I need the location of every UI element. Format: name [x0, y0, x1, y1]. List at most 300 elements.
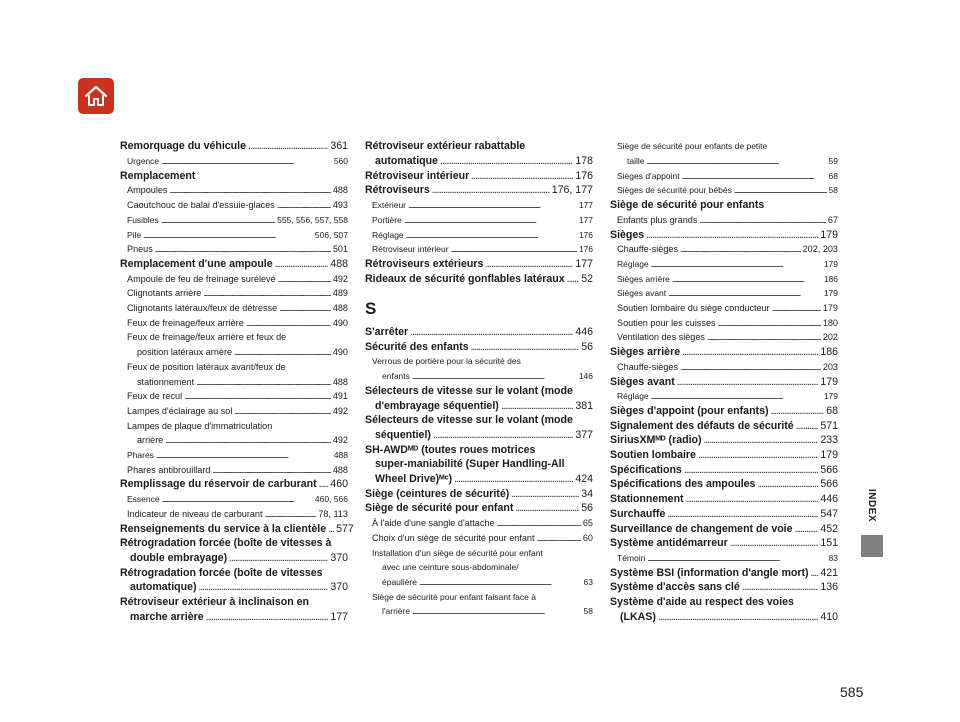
- index-entry-text: Réglage: [617, 391, 649, 402]
- index-page-ref[interactable]: 493: [332, 200, 348, 211]
- index-entry[interactable]: [610, 581, 838, 594]
- index-entry-text-continued: avec une ceinture sous-abdominale/: [382, 562, 519, 573]
- index-page-ref[interactable]: 488: [333, 450, 348, 461]
- dot-leader: [667, 508, 818, 521]
- index-page-ref[interactable]: 460: [330, 478, 348, 491]
- index-entry-text: Surveillance de changement de voie: [610, 522, 793, 535]
- index-page-ref[interactable]: 202: [822, 332, 838, 343]
- index-entry-text: Essence: [127, 494, 160, 505]
- index-page-ref[interactable]: 577: [336, 522, 354, 535]
- dot-leader: [277, 199, 331, 212]
- index-entry[interactable]: [610, 361, 838, 374]
- dot-leader: [279, 302, 331, 315]
- index-entry[interactable]: [610, 376, 838, 389]
- index-entry[interactable]: [610, 552, 838, 565]
- index-entry-text: Soutien lombaire du siège conducteur: [617, 303, 770, 314]
- index-entry[interactable]: [610, 464, 838, 477]
- index-entry-text: Phares: [127, 450, 154, 461]
- dot-leader: [677, 376, 819, 389]
- index-page-ref[interactable]: 176, 177: [551, 184, 593, 197]
- index-entry[interactable]: [365, 243, 593, 256]
- index-page-ref[interactable]: 446: [820, 493, 838, 506]
- index-page-ref[interactable]: 424: [575, 473, 593, 486]
- index-entry-text: Siège de sécurité pour enfants: [610, 199, 765, 212]
- index-page-ref[interactable]: 566: [820, 478, 838, 491]
- index-entry[interactable]: [120, 493, 348, 506]
- index-entry[interactable]: [610, 140, 838, 168]
- index-entry-text: Siège de sécurité pour enfant faisant face à: [372, 591, 536, 602]
- dot-leader: [647, 552, 826, 565]
- dot-leader: [406, 229, 577, 242]
- index-entry[interactable]: [365, 444, 593, 487]
- index-page-ref[interactable]: 176: [575, 169, 593, 182]
- dot-leader: [646, 229, 818, 242]
- index-entry-text: À l'aide d'une sangle d'attache: [372, 518, 495, 529]
- index-page-ref[interactable]: 377: [575, 428, 593, 441]
- index-page-ref[interactable]: 547: [820, 507, 838, 520]
- index-page-ref[interactable]: 186: [820, 346, 838, 359]
- index-page-ref[interactable]: 452: [820, 522, 838, 535]
- index-entry[interactable]: [610, 493, 838, 506]
- index-entry[interactable]: [120, 140, 348, 153]
- index-page-ref[interactable]: 506, 507: [314, 229, 348, 240]
- index-page-ref[interactable]: 186: [823, 273, 838, 284]
- dot-leader: [651, 258, 822, 271]
- index-side-tab[interactable]: [859, 480, 885, 530]
- index-page-ref[interactable]: 63: [583, 576, 593, 587]
- index-entry-text: Feux de freinage/feux arrière: [127, 317, 244, 328]
- dot-leader: [169, 184, 330, 197]
- index-entry-text: Sélecteurs de vitesse sur le volant (mode: [365, 414, 573, 427]
- index-entry[interactable]: [120, 508, 348, 521]
- index-page-ref[interactable]: 151: [820, 537, 838, 550]
- dot-leader: [718, 317, 821, 330]
- index-tab-label: INDEX: [866, 488, 878, 522]
- index-entry-text: Clignotants arrière: [127, 288, 202, 299]
- index-entry-text: Rétroviseurs: [365, 184, 430, 197]
- index-entry-text: Choix d'un siège de sécurité pour enfant: [372, 532, 535, 543]
- dot-leader: [440, 155, 573, 168]
- index-entry-text: Témoin: [617, 552, 646, 563]
- index-entry-text: Rétroviseur extérieur à inclinaison en: [120, 596, 309, 609]
- index-entry[interactable]: [610, 199, 838, 212]
- index-entry-text: Siège de sécurité pour enfants de petite: [617, 141, 768, 152]
- index-entry[interactable]: [365, 229, 593, 242]
- index-entry[interactable]: [120, 449, 348, 462]
- index-entry-text: Réglage: [617, 258, 649, 269]
- index-entry[interactable]: [120, 229, 348, 242]
- dot-leader: [811, 567, 819, 580]
- index-page-ref[interactable]: 370: [330, 551, 348, 564]
- dot-leader: [511, 488, 579, 501]
- index-entry[interactable]: [610, 287, 838, 300]
- index-entry-text: Sièges avant: [610, 375, 675, 388]
- index-entry[interactable]: [365, 184, 593, 197]
- dot-leader: [680, 361, 821, 374]
- dot-leader: [234, 346, 331, 359]
- index-page-ref[interactable]: 555, 556, 557, 558: [277, 214, 348, 225]
- index-entry[interactable]: [120, 537, 348, 565]
- dot-leader: [686, 493, 819, 506]
- index-entry-text: Remplacement d'une ampoule: [120, 257, 273, 270]
- index-column-2: [365, 139, 593, 619]
- index-entry-text: Sièges de sécurité pour bébés: [617, 185, 732, 196]
- index-page-ref[interactable]: 136: [820, 581, 838, 594]
- index-entry-text: Rétroviseur extérieur rabattable: [365, 140, 526, 153]
- index-entry[interactable]: [610, 317, 838, 330]
- index-letter-heading: S: [365, 299, 377, 319]
- index-entry[interactable]: [365, 547, 593, 590]
- index-page-ref[interactable]: 56: [581, 340, 593, 353]
- index-page-ref[interactable]: 179: [822, 303, 838, 314]
- index-page-ref[interactable]: 34: [581, 487, 593, 500]
- index-entry-text: Système d'accès sans clé: [610, 581, 740, 594]
- index-entry-text: Ampoule de feu de freinage surélevé: [127, 273, 276, 284]
- index-entry[interactable]: [120, 199, 348, 212]
- index-page-ref[interactable]: 58: [583, 606, 593, 617]
- index-entry[interactable]: [365, 532, 593, 545]
- index-entry-text: Sièges: [610, 228, 645, 241]
- dot-leader: [246, 317, 331, 330]
- index-page-ref[interactable]: 491: [332, 391, 348, 402]
- index-entry-text-continued: séquentiel): [375, 428, 431, 441]
- index-page-ref[interactable]: 490: [332, 347, 348, 358]
- dot-leader: [156, 449, 332, 462]
- index-entry[interactable]: [120, 170, 348, 183]
- dot-leader: [248, 140, 328, 153]
- index-entry-text-continued: stationnement: [137, 376, 195, 387]
- index-entry[interactable]: [120, 567, 348, 595]
- index-page-ref[interactable]: 179: [820, 228, 838, 241]
- index-entry[interactable]: [120, 522, 354, 536]
- index-entry[interactable]: [365, 488, 593, 501]
- index-page-ref[interactable]: 370: [330, 581, 348, 594]
- index-page-ref[interactable]: 68: [826, 404, 838, 417]
- index-page-ref[interactable]: 179: [823, 258, 838, 269]
- index-entry-text: Phares antibrouillard: [127, 464, 211, 475]
- index-page-ref[interactable]: 202, 203: [802, 244, 838, 255]
- index-page-ref[interactable]: 489: [332, 288, 348, 299]
- dot-leader: [165, 434, 331, 447]
- index-page-ref[interactable]: 67: [827, 214, 838, 225]
- index-entry-text: Remplissage du réservoir de carburant: [120, 478, 317, 491]
- dot-leader: [161, 214, 275, 227]
- index-entry[interactable]: [120, 420, 348, 448]
- index-page-ref[interactable]: 177: [330, 610, 348, 623]
- dot-leader: [410, 326, 573, 339]
- index-page-ref[interactable]: 488: [330, 257, 348, 270]
- index-entry[interactable]: [120, 287, 348, 300]
- index-page-ref[interactable]: 381: [575, 399, 593, 412]
- index-entry-text: Rideaux de sécurité gonflables latéraux: [365, 272, 565, 285]
- index-entry[interactable]: [120, 478, 348, 491]
- index-entry[interactable]: [365, 199, 593, 212]
- dot-leader: [212, 464, 330, 477]
- dot-leader: [408, 199, 577, 212]
- index-entry-text: Sièges arrière: [617, 273, 670, 284]
- dot-leader: [567, 273, 580, 286]
- index-entry[interactable]: [365, 517, 593, 530]
- index-entry-text: Feux de position latéraux avant/feux de: [127, 361, 286, 372]
- index-page-ref[interactable]: 361: [330, 140, 348, 153]
- index-page-ref[interactable]: 78, 113: [318, 508, 348, 519]
- index-page-ref[interactable]: 83: [828, 552, 838, 563]
- index-entry-text: Ampoules: [127, 185, 168, 196]
- index-page-ref[interactable]: 52: [581, 272, 593, 285]
- index-page-ref[interactable]: 488: [332, 376, 348, 387]
- index-entry[interactable]: [365, 341, 593, 354]
- index-entry[interactable]: [365, 214, 593, 227]
- index-page-ref[interactable]: 492: [332, 435, 348, 446]
- index-entry-text-continued: taille: [627, 156, 645, 166]
- index-entry[interactable]: [120, 258, 348, 271]
- index-page-ref[interactable]: 177: [578, 214, 593, 225]
- index-page-ref[interactable]: 490: [332, 317, 348, 328]
- index-entry[interactable]: [365, 414, 593, 442]
- index-page-ref[interactable]: 492: [332, 273, 348, 284]
- index-page-ref[interactable]: 58: [828, 185, 838, 196]
- dot-leader: [742, 581, 819, 594]
- index-entry-text: Système BSI (information d'angle mort): [610, 566, 809, 579]
- index-page-ref[interactable]: 488: [332, 303, 348, 314]
- index-entry-text: Feux de freinage/feux arrière et feux de: [127, 332, 287, 343]
- index-entry-text: Remplacement: [120, 169, 196, 182]
- index-page-ref[interactable]: 60: [582, 532, 593, 543]
- dot-leader: [515, 502, 579, 515]
- dot-leader: [757, 478, 818, 491]
- index-entry-text: Rétroviseurs extérieurs: [365, 257, 484, 270]
- index-entry-text: Enfants plus grands: [617, 214, 698, 225]
- index-entry[interactable]: [365, 502, 593, 515]
- index-entry-text-continued: enfants: [382, 371, 410, 382]
- index-page-ref[interactable]: 146: [578, 371, 593, 382]
- index-entry-text: Système antidémarreur: [610, 537, 728, 550]
- dot-leader: [672, 273, 822, 286]
- dot-leader: [771, 405, 825, 418]
- index-entry[interactable]: [610, 258, 838, 271]
- index-entry-text: Sièges d'appoint (pour enfants): [610, 404, 769, 417]
- index-entry[interactable]: [610, 302, 838, 315]
- page-number: 585: [840, 684, 864, 700]
- index-page-ref[interactable]: 59: [828, 156, 838, 166]
- index-page-ref[interactable]: 488: [332, 464, 348, 475]
- index-entry-text-continued: automatique): [130, 581, 197, 594]
- dot-leader: [646, 155, 826, 168]
- index-entry[interactable]: [120, 317, 348, 330]
- index-page-ref[interactable]: 560: [333, 156, 348, 166]
- index-page-ref[interactable]: 571: [820, 419, 838, 432]
- dot-leader: [412, 605, 581, 618]
- index-entry[interactable]: [120, 596, 348, 624]
- index-entry[interactable]: [120, 302, 348, 315]
- index-entry-text: Soutien pour les cuisses: [617, 317, 716, 328]
- dot-leader: [404, 214, 577, 227]
- index-entry-text: Spécifications: [610, 463, 682, 476]
- index-page-ref[interactable]: 56: [581, 502, 593, 515]
- index-entry[interactable]: [610, 405, 838, 418]
- index-entry[interactable]: [365, 170, 593, 183]
- dot-leader: [454, 473, 573, 486]
- index-entry-text: SH-AWDᴹᴰ (toutes roues motrices: [365, 443, 536, 456]
- index-column-3: [610, 139, 838, 624]
- index-page-ref[interactable]: 460, 566: [314, 494, 348, 505]
- index-entry[interactable]: [610, 567, 838, 580]
- dot-leader: [206, 611, 329, 624]
- index-page-ref[interactable]: 566: [820, 463, 838, 476]
- index-tab-marker: [861, 535, 883, 557]
- index-page-ref[interactable]: 446: [575, 326, 593, 339]
- index-entry-text: Réglage: [372, 229, 404, 240]
- index-entry-text: Lampes d'éclairage au sol: [127, 405, 233, 416]
- index-entry[interactable]: [120, 273, 348, 286]
- index-page-ref[interactable]: 177: [578, 200, 593, 211]
- index-page-ref[interactable]: 179: [823, 288, 838, 299]
- index-page-ref[interactable]: 179: [820, 375, 838, 388]
- dot-leader: [199, 581, 329, 594]
- index-page-ref[interactable]: 179: [823, 391, 838, 402]
- index-entry[interactable]: [610, 214, 838, 227]
- index-page-ref[interactable]: 410: [820, 610, 838, 623]
- index-entry[interactable]: [610, 508, 838, 521]
- index-entry-text: Siège (ceintures de sécurité): [365, 487, 510, 500]
- index-entry[interactable]: [610, 184, 838, 197]
- index-page-ref[interactable]: 65: [582, 518, 593, 529]
- index-entry-text: Sièges arrière: [610, 346, 681, 359]
- index-entry-text-continued: d'embrayage séquentiel): [375, 399, 499, 412]
- index-page-ref[interactable]: 176: [578, 244, 593, 255]
- index-page-ref[interactable]: 179: [820, 449, 838, 462]
- index-page-ref[interactable]: 68: [828, 170, 838, 181]
- index-page-ref[interactable]: 501: [332, 244, 348, 255]
- index-page-ref[interactable]: 492: [332, 405, 348, 416]
- index-entry-text: Caoutchouc de balai d'essuie-glaces: [127, 200, 275, 211]
- dot-leader: [668, 287, 822, 300]
- dot-leader: [265, 508, 317, 521]
- index-page-ref[interactable]: 180: [822, 317, 838, 328]
- index-entry[interactable]: [365, 385, 593, 413]
- index-entry[interactable]: [120, 361, 348, 389]
- index-entry[interactable]: [120, 184, 348, 197]
- index-entry[interactable]: [610, 170, 838, 183]
- index-entry[interactable]: [610, 243, 838, 256]
- index-entry-text: Fusibles: [127, 214, 159, 225]
- dot-leader: [795, 523, 819, 536]
- index-entry[interactable]: [610, 346, 838, 359]
- index-entry[interactable]: [120, 214, 348, 227]
- index-entry[interactable]: [610, 273, 838, 286]
- index-entry[interactable]: [610, 229, 838, 242]
- index-entry[interactable]: [610, 390, 838, 403]
- index-entry-text: Portière: [372, 214, 402, 225]
- index-entry[interactable]: [365, 258, 593, 271]
- index-entry[interactable]: [365, 140, 593, 168]
- dot-leader: [501, 400, 574, 413]
- dot-leader: [162, 493, 313, 506]
- dot-leader: [419, 576, 582, 589]
- index-entry[interactable]: [365, 326, 593, 339]
- dot-leader: [184, 390, 331, 403]
- index-entry-text: S'arrêter: [365, 326, 409, 339]
- dot-leader: [707, 331, 821, 344]
- index-page-ref[interactable]: 203: [822, 361, 838, 372]
- index-entry[interactable]: [120, 405, 348, 418]
- home-button[interactable]: [78, 78, 114, 114]
- index-entry-text: Système d'aide au respect des voies: [610, 596, 794, 609]
- index-entry-text: Soutien lombaire: [610, 449, 696, 462]
- index-entry[interactable]: [610, 331, 838, 344]
- dot-leader: [328, 523, 334, 536]
- index-entry-text: Rétrogradation forcée (boîte de vitesses: [120, 566, 323, 579]
- dot-leader: [471, 341, 580, 354]
- index-entry[interactable]: [365, 355, 593, 383]
- index-entry-text: Sélecteurs de vitesse sur le volant (mode: [365, 384, 573, 397]
- dot-leader: [734, 184, 827, 197]
- index-page-ref[interactable]: 178: [575, 155, 593, 167]
- index-entry-text-continued: l'arrière: [382, 606, 411, 617]
- index-entry[interactable]: [610, 434, 838, 447]
- index-entry-text: Sièges d'appoint: [617, 170, 680, 181]
- index-entry[interactable]: [120, 390, 348, 403]
- index-entry-text-continued: arrière: [137, 435, 164, 446]
- dot-leader: [537, 532, 581, 545]
- index-entry[interactable]: [120, 155, 348, 168]
- index-entry[interactable]: [120, 464, 348, 477]
- index-entry[interactable]: [610, 596, 838, 624]
- index-entry[interactable]: [120, 243, 348, 256]
- index-entry-text: Sécurité des enfants: [365, 340, 469, 353]
- index-entry[interactable]: [365, 273, 593, 286]
- dot-leader: [497, 517, 581, 530]
- index-page-ref[interactable]: 488: [332, 185, 348, 196]
- index-entry-text: Urgence: [127, 156, 160, 166]
- dot-leader: [730, 537, 819, 550]
- index-entry-text: Remorquage du véhicule: [120, 140, 246, 153]
- index-entry-text-continued: Wheel Drive)ᴹᶜ): [375, 473, 453, 486]
- index-column-1: [120, 139, 354, 624]
- index-entry[interactable]: [610, 523, 838, 536]
- index-entry-text: Chauffe-sièges: [617, 361, 679, 372]
- dot-leader: [772, 302, 821, 315]
- index-entry-text: Ventilation des sièges: [617, 332, 705, 343]
- index-page-ref[interactable]: 233: [820, 434, 838, 447]
- dot-leader: [203, 287, 331, 300]
- dot-leader: [412, 370, 577, 383]
- index-entry[interactable]: [365, 591, 593, 619]
- index-entry[interactable]: [610, 478, 838, 491]
- index-entry-text: Rétroviseur intérieur: [372, 244, 449, 255]
- dot-leader: [143, 229, 313, 242]
- index-entry-text: SiriusXMᴹᴰ (radio): [610, 434, 702, 447]
- index-entry[interactable]: [610, 537, 838, 550]
- index-entry-text-continued: marche arrière: [130, 610, 204, 623]
- index-entry-text: Installation d'un siège de sécurité pour enfant: [372, 547, 543, 558]
- index-entry[interactable]: [610, 420, 838, 433]
- index-entry-text: Renseignements du service à la clientèle: [120, 522, 327, 535]
- index-entry-text: Rétrogradation forcée (boîte de vitesses à: [120, 537, 332, 550]
- index-entry-text-continued: super-maniabilité (Super Handling-All: [375, 458, 565, 471]
- dot-leader: [704, 434, 819, 447]
- index-page-ref[interactable]: 421: [820, 566, 838, 579]
- dot-leader: [698, 449, 818, 462]
- index-entry[interactable]: [120, 331, 348, 359]
- index-entry-text: Signalement des défauts de sécurité: [610, 419, 794, 432]
- index-page-ref[interactable]: 176: [578, 229, 593, 240]
- dot-leader: [319, 478, 329, 491]
- index-entry[interactable]: [610, 449, 838, 462]
- dot-leader: [658, 611, 818, 624]
- index-page-ref[interactable]: 177: [575, 257, 593, 270]
- dot-leader: [275, 258, 329, 271]
